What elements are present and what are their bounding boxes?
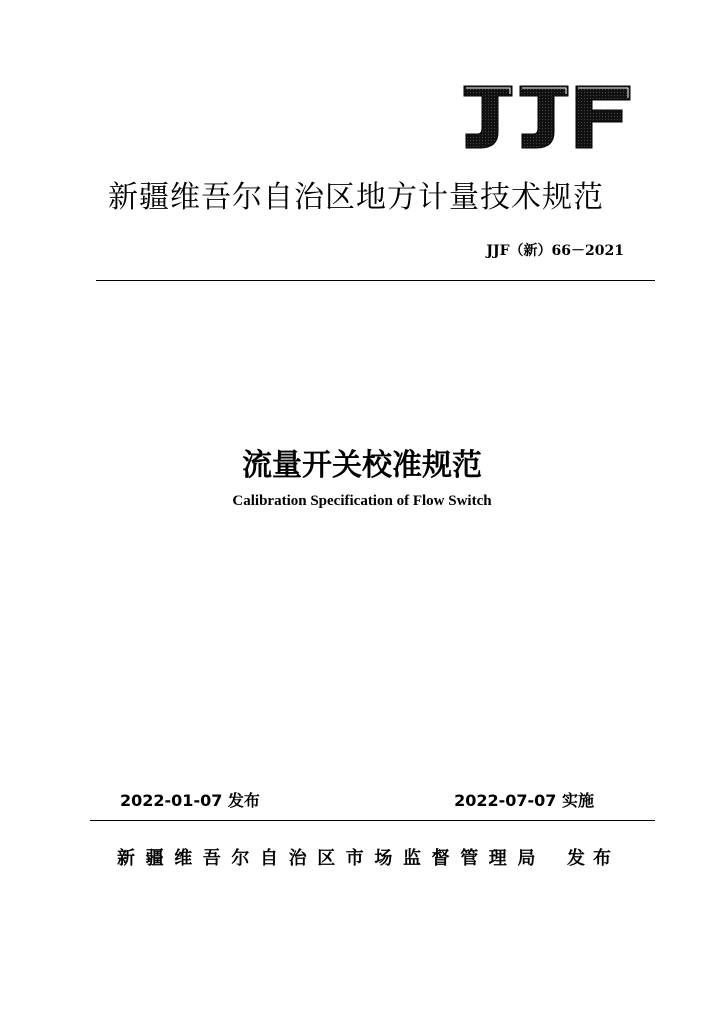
publisher-name: 新疆维吾尔自治区市场监督管理局 <box>117 848 546 869</box>
publish-label: 发布 <box>567 848 619 869</box>
implementation-date: 2022-07-07 实施 <box>454 791 594 810</box>
document-subtitle: Calibration Specification of Flow Switch <box>232 493 492 509</box>
bottom-divider <box>90 820 655 821</box>
top-divider <box>96 280 655 281</box>
issue-date: 2022-01-07 发布 <box>120 791 260 810</box>
series-title: 新疆维吾尔自治区地方计量技术规范 <box>108 180 604 215</box>
document-code: JJF（新）66－2021 <box>486 243 624 259</box>
jjf-logo <box>460 82 632 152</box>
document-title: 流量开关校准规范 <box>242 448 482 483</box>
jjf-logo-mark <box>460 82 632 152</box>
